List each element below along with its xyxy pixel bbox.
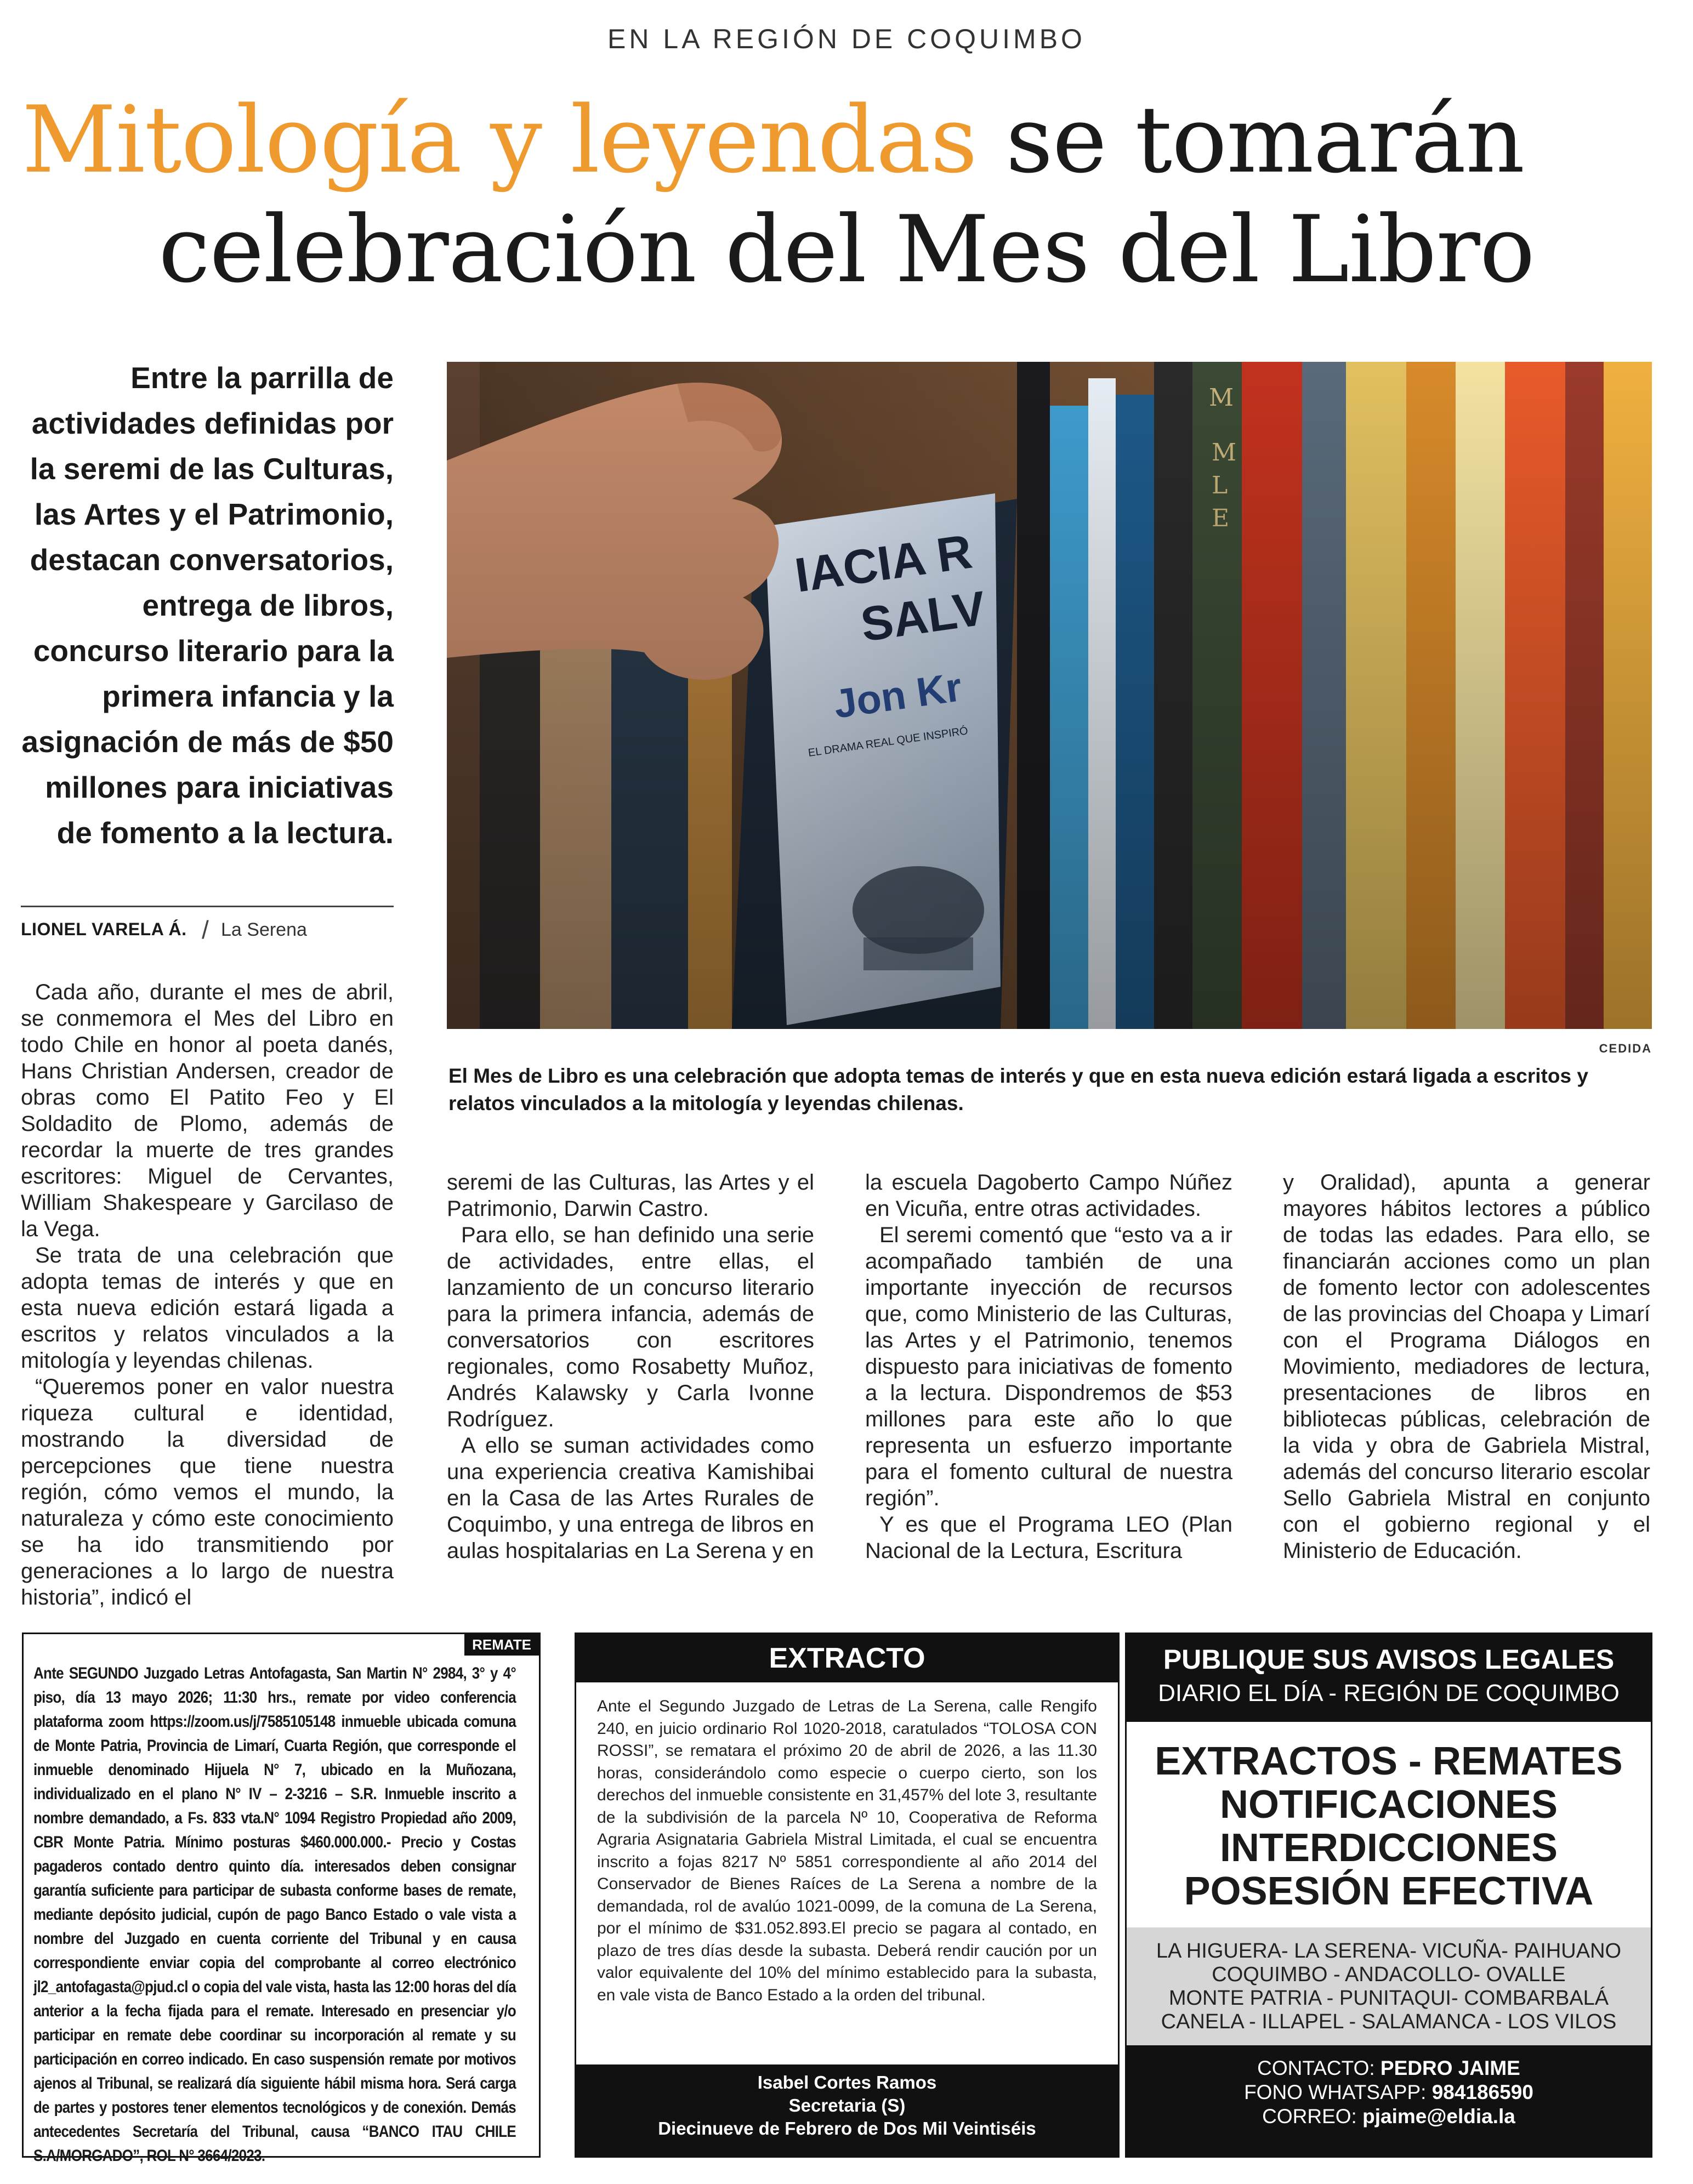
remate-text: Ante SEGUNDO Juzgado Letras Antofagasta, San Martin N° 2984, 3° y 4° piso, día 13 mayo 2026; 11:30 hrs., remate por video conferencia plataforma zoom https://zoom.us/j/7585105148 inmueble ubicada comuna de Monte Patria, Provincia de Limarí, Cuarta Región, que corresponde el inmueble denominado Hijuela N° 7, ubicado en la Muñozana, individualizado en el plano N° IV – 2-3216 – S.R. Inmueble inscrito a nombre demandado, a Fs. 833 vta.N° 1094 Registro Propiedad año 2009, CBR Monte Patria. Mínimo posturas $460.000.000.- Precio y Costas pagaderos contado dentro quinto día. interesados deben consignar garantía suficiente para participar de subasta conforme bases de remate, mediante depósito judicial, cupón de pago Banco Estado o vale vista a nombre del Juzgado en cuenta corriente del Tribunal y en causa correspondiente enviar copia del comprobante al correo electrónico jl2_antofagasta@pjud.cl o copia del vale vista, hasta las 12:00 horas del día anterior a la fecha fijada para el remate. Interesado en presenciar y/o participar en remate debe coordinar su incorporación al remate y su participación en correo indicado. En caso suspensión remate por motivos ajenos al Tribunal, se realizará día siguiente hábil misma hora. Será carga de partes y postores tener elementos tecnológicos y de conexión. Demás antecedentes Secretaría del Tribunal, causa “BANCO ITAU CHILE S.A/MORGADO”, ROL N° 3664/2023. xyxy=(33,1664,516,2165)
paragraph: Se trata de una celebración que adopta temas de interés y que en esta nueva edición estará ligada a escritos y relatos vinculados a la mitología y leyendas chilenas. xyxy=(21,1243,394,1373)
promo-services xyxy=(1127,1740,1651,1913)
place-line: LA HIGUERA- LA SERENA- VICUÑA- PAIHUANO xyxy=(1156,1940,1622,1963)
email-label: CORREO: xyxy=(1262,2105,1357,2128)
article-lead: Entre la parrilla de actividades definidas por la seremi de las Culturas, las Artes y el Patrimonio, destacan conversatorios, entrega de libros, concurso literario para la primera infancia y la asignación de más de $50 millones para iniciativas de fomento a la lectura. xyxy=(21,361,394,850)
paragraph: Y es que el Programa LEO (Plan Nacional de la Lectura, Escritura xyxy=(865,1512,1232,1563)
extracto-text: Ante el Segundo Juzgado de Letras de La Serena, calle Rengifo 240, en juicio ordinario Rol 1020-2018, caratulados “TOLOSA CON ROSSI”, se rematara el próximo 20 de abril de 2026, a las 11.30 horas, considerándolo como especie o cuerpo cierto, son los derechos del inmueble consistente en 31,457% del lote 3, resultante de la subdivisión de la parcela Nº 10, Cooperativa de Reforma Agraria Asignataria Gabriela Mistral Limitada, el cual se encuentra inscrito a fojas 8217 Nº 5851 correspondiente al año 2014 del Conservador de Bienes Raíces de La Serena a nombre de la demandada, rol de avalúo 1021-0099, de la comuna de La Serena, por el mínimo de $31.052.893.El precio se pagara al contado, en plazo de tres días desde la subasta. Deberá rendir caución por un valor equivalente del 10% del mínimo establecido para la subasta, en vale vista de Banco Estado a la orden del tribunal. xyxy=(597,1697,1097,2004)
promo-places xyxy=(1127,1927,1651,2045)
contact-line xyxy=(1127,2056,1651,2080)
promo-subtitle: DIARIO EL DÍA - REGIÓN DE COQUIMBO xyxy=(1158,1680,1620,1707)
phone-line xyxy=(1127,2080,1651,2105)
extracto-notice xyxy=(575,1633,1120,2158)
photo-caption: El Mes de Libro es una celebración que adopta temas de interés y que en esta nueva edición estará ligada a escritos y relatos vinculados a la mitología y leyendas chilenas. xyxy=(448,1065,1588,1114)
body-column-3 xyxy=(865,1169,1232,1564)
section-label: EN LA REGIÓN DE COQUIMBO xyxy=(607,24,1086,54)
remate-tag: REMATE xyxy=(464,1634,539,1656)
paragraph: “Queremos poner en valor nuestra riqueza cultural e identidad, mostrando la diversidad de percepciones que tiene nuestra región, cómo vemos el mundo, la naturaleza y cómo este conocimiento se ha ido transmitiendo por generaciones a lo largo de nuestra historia”, indicó el xyxy=(21,1375,394,1609)
body-column-2 xyxy=(447,1169,814,1564)
email-line xyxy=(1127,2105,1651,2129)
paragraph: seremi de las Culturas, las Artes y el Patrimonio, Darwin Castro. xyxy=(447,1170,814,1221)
byline-author: LIONEL VARELA Á. xyxy=(21,919,187,939)
paragraph: El seremi comentó que “esto va a ir acompañado también de una importante inyección de recursos que, como Ministerio de las Culturas, las Artes y el Patrimonio, tenemos dispuesto para iniciativas de fomento a la lectura. Dispondremos de $53 millones para este año lo que representa un esfuerzo importante para el fomento cultural de nuestra región”. xyxy=(865,1223,1232,1510)
email-link[interactable]: pjaime@eldia.la xyxy=(1362,2105,1515,2128)
place-line: MONTE PATRIA - PUNITAQUI- COMBARBALÁ xyxy=(1168,1987,1609,2010)
legal-ads-promo xyxy=(1125,1633,1652,2158)
photo-credit: CEDIDA xyxy=(1599,1042,1652,1055)
bookshelf-illustration xyxy=(447,362,1652,1029)
signature-date: Diecinueve de Febrero de Dos Mil Veintiséis xyxy=(658,2118,1036,2138)
byline xyxy=(21,906,394,944)
service-item: INTERDICCIONES xyxy=(1219,1826,1558,1870)
service-item: EXTRACTOS - REMATES xyxy=(1155,1739,1623,1783)
contact-name: PEDRO JAIME xyxy=(1380,2057,1520,2079)
signature-name: Isabel Cortes Ramos xyxy=(757,2072,937,2092)
extracto-title: EXTRACTO xyxy=(576,1634,1118,1682)
article-photo xyxy=(447,362,1652,1029)
contact-label: CONTACTO: xyxy=(1257,2057,1375,2079)
headline-accent: Mitología y leyendas xyxy=(22,86,978,194)
phone-number[interactable]: 984186590 xyxy=(1431,2081,1533,2103)
extracto-signature xyxy=(576,2064,1118,2158)
service-item: POSESIÓN EFECTIVA xyxy=(1184,1869,1594,1913)
paragraph: A ello se suman actividades como una experiencia creativa Kamishibai en la Casa de las Artes Rurales de Coquimbo, y una entrega de libros en aulas hospitalarias en La Serena y en xyxy=(447,1434,814,1563)
byline-separator: / xyxy=(202,915,209,944)
place-line: COQUIMBO - ANDACOLLO- OVALLE xyxy=(1212,1963,1566,1986)
promo-title: PUBLIQUE SUS AVISOS LEGALES xyxy=(1163,1644,1615,1675)
paragraph: la escuela Dagoberto Campo Núñez en Vicuña, entre otras actividades. xyxy=(865,1170,1232,1221)
service-item: NOTIFICACIONES xyxy=(1219,1783,1558,1827)
phone-label: FONO WHATSAPP: xyxy=(1244,2081,1427,2103)
paragraph: Cada año, durante el mes de abril, se conmemora el Mes del Libro en todo Chile en honor al poeta danés, Hans Christian Andersen, creador de obras como El Patito Feo y El Soldadito de Plomo, además de recordar la muerte de tres grandes escritores: Miguel de Cervantes, William Shakespeare y Garcilaso de la Vega. xyxy=(21,980,394,1241)
signature-role: Secretaria (S) xyxy=(788,2095,906,2115)
body-column-1 xyxy=(21,979,394,1611)
headline-line-2: celebración del Mes del Libro xyxy=(158,196,1535,303)
promo-header xyxy=(1127,1634,1651,1722)
place-line: CANELA - ILLAPEL - SALAMANCA - LOS VILOS xyxy=(1161,2010,1617,2033)
headline-line-1 xyxy=(22,88,1672,192)
remate-notice xyxy=(22,1633,541,2165)
paragraph: y Oralidad), apunta a generar mayores hábitos lectores a público de todas las edades. Para ello, se financiarán acciones como un plan de fomento lector con adolescentes de las provincias del Choapa y Limarí con el Programa Diálogos en Movimiento, mediadores de lectura, presentaciones de libros en bibliotecas públicas, celebración de la vida y obra de Gabriela Mistral, además del concurso literario escolar Sello Gabriela Mistral en conjunto con el gobierno regional y el Ministerio de Educación. xyxy=(1283,1170,1650,1563)
body-column-4 xyxy=(1283,1169,1650,1564)
paragraph: Para ello, se han definido una serie de actividades, entre ellas, el lanzamiento de un concurso literario para la primera infancia, además de conversatorios con escritores regionales, como Rosabetty Muñoz, Andrés Kalawsky y Carla Ivonne Rodríguez. xyxy=(447,1223,814,1431)
promo-contact xyxy=(1127,2045,1651,2156)
byline-location: La Serena xyxy=(221,919,307,940)
headline-rest: se tomarán xyxy=(977,86,1525,194)
